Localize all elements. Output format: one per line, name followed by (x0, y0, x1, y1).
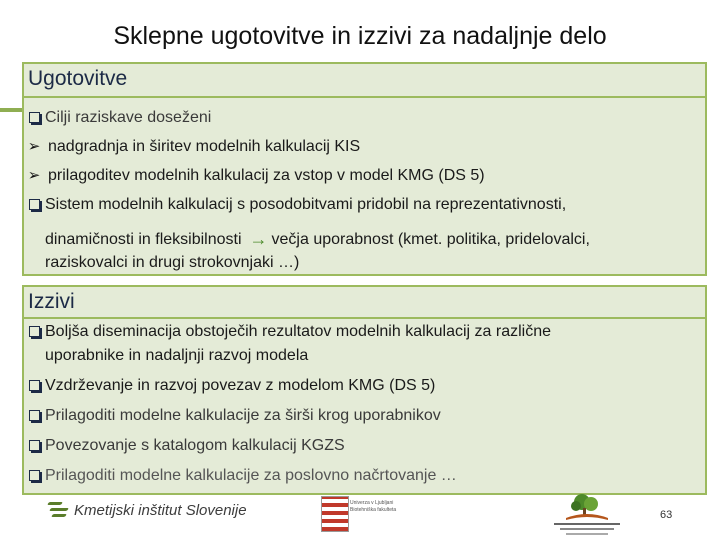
slide-title: Sklepne ugotovitve in izzivi za nadaljnje delo (113, 22, 607, 50)
finding-item-4-text: Sistem modelnih kalkulacij s posodobitvami pridobil na reprezentativnosti, (45, 196, 567, 213)
continuation-part-2: večja uporabnost (kmet. politika, pridelovalci, (271, 231, 590, 248)
finding-item-3-text: prilagoditev modelnih kalkulacij za vstop v model KMG (DS 5) (48, 167, 485, 184)
findings-heading-rule (24, 96, 705, 98)
kis-logo (46, 500, 247, 520)
checkbox-square-icon (24, 466, 44, 487)
kis-logo-text: Kmetijski inštitut Slovenije (74, 501, 247, 519)
crest-text-line-2: Biotehniška fakulteta (350, 507, 397, 513)
challenges-panel (22, 285, 707, 495)
tree-logo-icon (552, 492, 622, 536)
checkbox-square-icon (24, 108, 44, 129)
challenge-item-1-text-2: uporabnike in nadaljnji razvoj modela (45, 347, 309, 364)
checkbox-square-icon (24, 406, 44, 427)
continuation-line-2: raziskovalci in drugi strokovnjaki …) (45, 254, 300, 271)
side-marker (0, 108, 22, 112)
challenge-item-1-text: Boljša diseminacija obstoječih rezultatov modelnih kalkulacij za različne (45, 323, 552, 340)
checkbox-square-icon (24, 436, 44, 457)
findings-panel (22, 62, 707, 276)
university-crest-icon (321, 496, 349, 532)
challenges-heading: Izzivi (28, 290, 75, 313)
crest-text-line-1: Univerza v Ljubljani (350, 500, 394, 506)
continuation-part-1: dinamičnosti in fleksibilnosti (45, 231, 242, 248)
checkbox-square-icon (24, 195, 44, 216)
arrowhead-icon: ➢ (27, 138, 41, 155)
challenge-item-4-text: Povezovanje s katalogom kalkulacij KGZS (45, 437, 345, 454)
finding-item-1-text: Cilji raziskave doseženi (45, 109, 212, 126)
challenge-item-2-text: Vzdrževanje in razvoj povezav z modelom KMG (DS 5) (45, 377, 436, 394)
arrowhead-icon: ➢ (27, 167, 41, 184)
kis-logo-mark-icon (46, 500, 70, 520)
finding-item-2-text: nadgradnja in širitev modelnih kalkulacij KIS (48, 138, 361, 155)
findings-heading: Ugotovitve (28, 67, 128, 90)
right-arrow-icon: → (249, 229, 268, 249)
university-crest-text (350, 500, 396, 514)
challenges-heading-rule (24, 317, 705, 319)
checkbox-square-icon (24, 322, 44, 343)
challenge-item-3-text: Prilagoditi modelne kalkulacije za širši krog uporabnikov (45, 407, 441, 424)
challenge-item-5-text: Prilagoditi modelne kalkulacije za poslovno načrtovanje … (45, 467, 457, 484)
checkbox-square-icon (24, 376, 44, 397)
page-number: 63 (660, 509, 673, 521)
